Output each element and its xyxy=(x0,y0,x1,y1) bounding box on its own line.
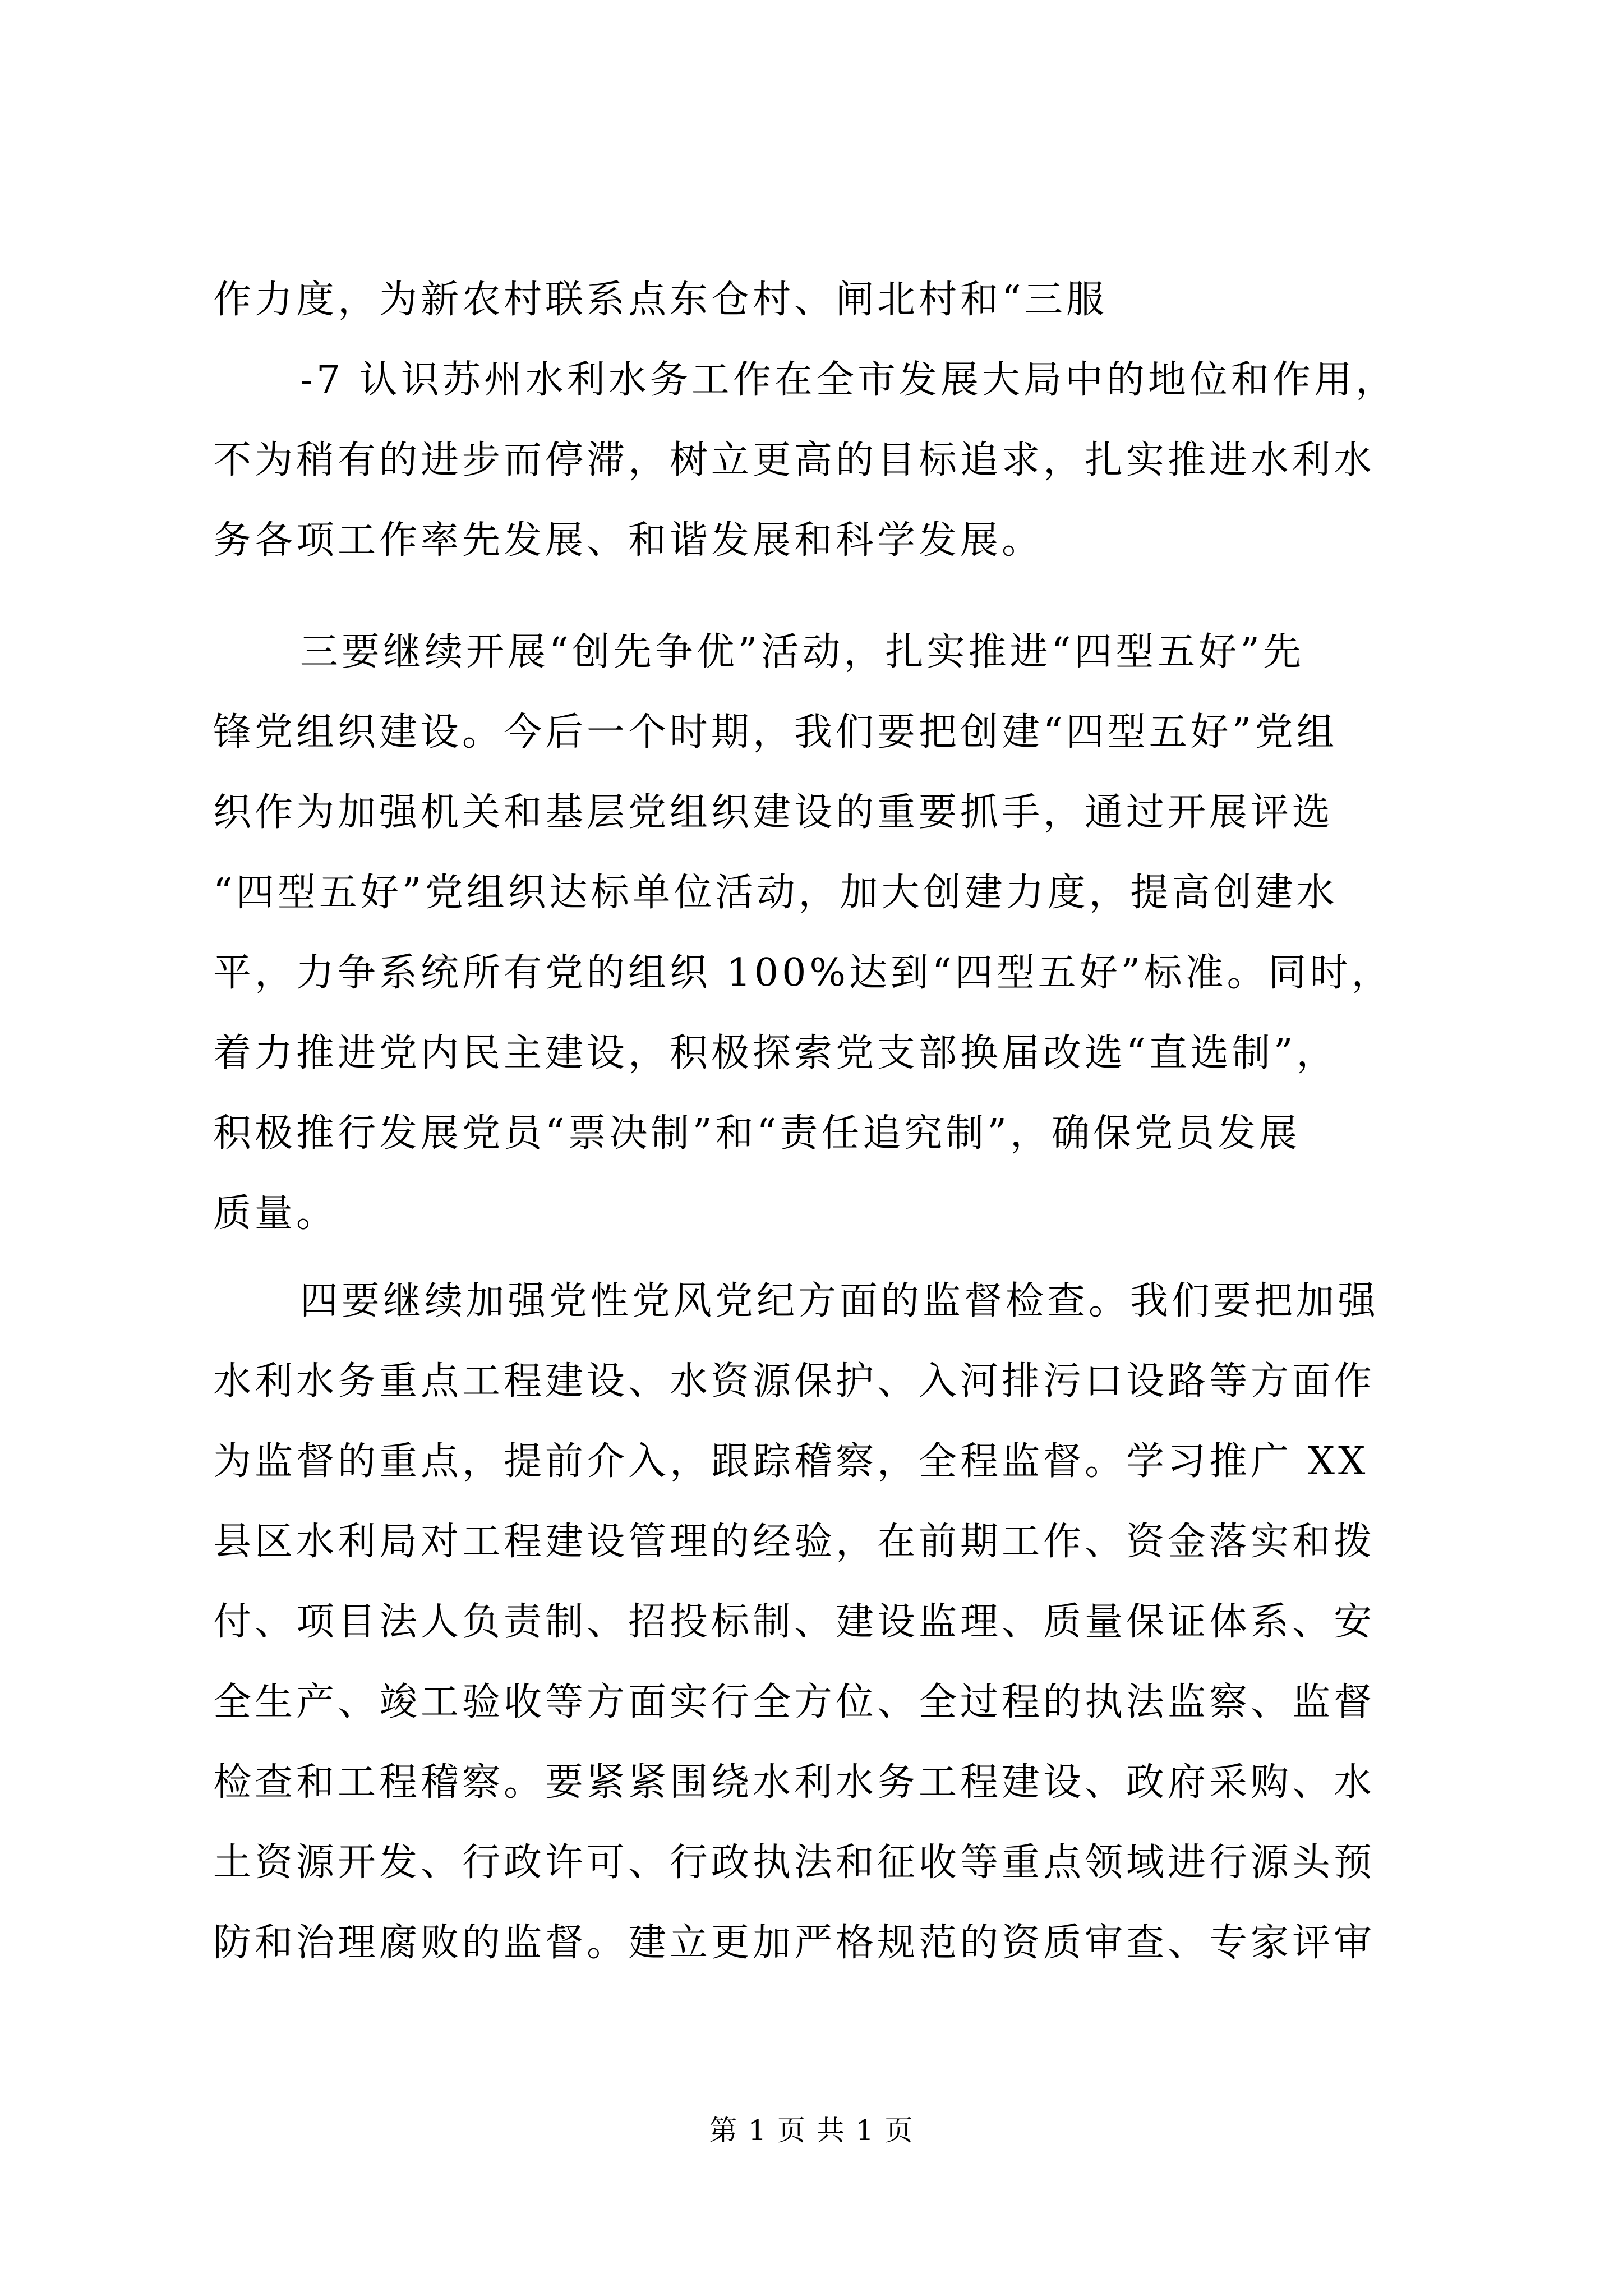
text-line: 四要继续加强党性党风党纪方面的监督检查。我们要把加强 xyxy=(300,1279,1380,1323)
text-line: 积极推行发展党员“票决制”和“责任追究制”，确保党员发展 xyxy=(213,1111,1301,1156)
text-line: 付、项目法人负责制、招投标制、建设监理、质量保证体系、安 xyxy=(213,1600,1376,1644)
text-line: 质量。 xyxy=(213,1191,338,1236)
text-line: 不为稍有的进步而停滞，树立更高的目标追求，扎实推进水利水 xyxy=(213,438,1376,482)
text-line: 水利水务重点工程建设、水资源保护、入河排污口设路等方面作 xyxy=(213,1359,1376,1404)
text-line: 作力度，为新农村联系点东仓村、闸北村和“三服 xyxy=(213,278,1108,322)
text-line: 织作为加强机关和基层党组织建设的重要抓手，通过开展评选 xyxy=(213,790,1334,835)
text-line: 务各项工作率先发展、和谐发展和科学发展。 xyxy=(213,518,1044,563)
text-line: 锋党组织建设。今后一个时期，我们要把创建“四型五好”党组 xyxy=(213,710,1338,754)
text-line: 全生产、竣工验收等方面实行全方位、全过程的执法监察、监督 xyxy=(213,1680,1376,1724)
text-line: “四型五好”党组织达标单位活动，加大创建力度，提高创建水 xyxy=(213,871,1338,915)
text-line: 土资源开发、行政许可、行政执法和征收等重点领域进行源头预 xyxy=(213,1841,1376,1885)
text-line: 为监督的重点，提前介入，跟踪稽察，全程监督。学习推广 XX xyxy=(213,1439,1369,1484)
text-line: 防和治理腐败的监督。建立更加严格规范的资质审查、专家评审 xyxy=(213,1921,1376,1965)
text-line: 检查和工程稽察。要紧紧围绕水利水务工程建设、政府采购、水 xyxy=(213,1760,1376,1805)
text-line: 平，力争系统所有党的组织 100%达到“四型五好”标准。同时， xyxy=(213,951,1393,995)
text-line: 县区水利局对工程建设管理的经验，在前期工作、资金落实和拨 xyxy=(213,1520,1376,1564)
text-line: -7 认识苏州水利水务工作在全市发展大局中的地位和作用， xyxy=(300,358,1397,402)
page-number-footer: 第 1 页 共 1 页 xyxy=(709,2114,914,2147)
text-line: 三要继续开展“创先争优”活动，扎实推进“四型五好”先 xyxy=(300,630,1305,674)
text-line: 着力推进党内民主建设，积极探索党支部换届改选“直选制”， xyxy=(213,1031,1338,1075)
